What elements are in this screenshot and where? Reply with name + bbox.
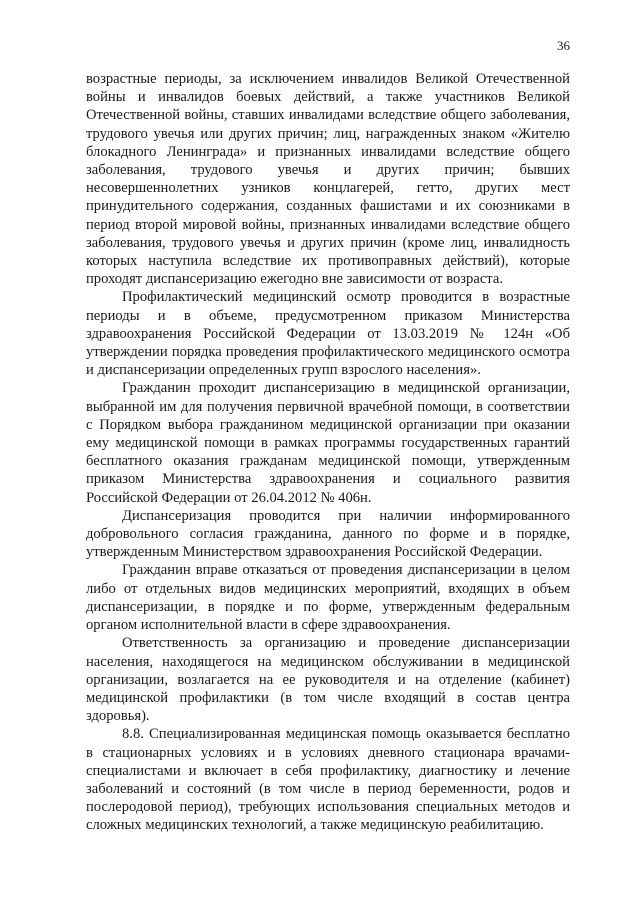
paragraph-organization-choice: Гражданин проходит диспансеризацию в медицинской организации, выбранной им для получения первичной врачебной помощи, в соответствии с Порядком выбора гражданином медицинской организации при оказании ему медицинской помощи в рамках программы государственных гарантий бесплатного оказания гражданам медицинской помощи, утвержденным приказом Министерства здравоохранения и социального развития Российской Федерации от 26.04.2012 № 406н. xyxy=(86,380,570,506)
paragraph-responsibility: Ответственность за организацию и проведение диспансеризации населения, находящегося на медицинском обслуживании в медицинской организации, возлагается на ее руководителя и на отделение (кабинет) медицинской профилактики (в том числе входящий в состав центра здоровья). xyxy=(86,635,570,725)
paragraph-section-8-8: 8.8. Специализированная медицинская помощь оказывается бесплатно в стационарных условиях и в условиях дневного стационара врачами-специалистами и включает в себя профилактику, диагностику и лечение заболеваний и состояний (в том числе в период беременности, родов и послеродовой период), требующих использования специальных методов и сложных медицинских технологий, а также медицинскую реабилитацию. xyxy=(86,726,570,834)
paragraph-preventive-exam: Профилактический медицинский осмотр проводится в возрастные периоды и в объеме, предусмотренном приказом Министерства здравоохранения Российской Федерации от 13.03.2019 № 124н «Об утверждении порядка проведения профилактического медицинского осмотра и диспансеризации определенных групп взрослого населения». xyxy=(86,289,570,379)
paragraph-right-to-refuse: Гражданин вправе отказаться от проведения диспансеризации в целом либо от отдельных видов медицинских мероприятий, входящих в объем диспансеризации, в порядке и по форме, утвержденным федеральным органом исполнительной власти в сфере здравоохранения. xyxy=(86,562,570,634)
page-number: 36 xyxy=(557,38,570,53)
document-body xyxy=(86,70,570,835)
paragraph-informed-consent: Диспансеризация проводится при наличии информированного добровольного согласия гражданина, данного по форме и в порядке, утвержденным Министерством здравоохранения Российской Федерации. xyxy=(86,507,570,561)
paragraph-continuation: возрастные периоды, за исключением инвалидов Великой Отечественной войны и инвалидов боевых действий, а также участников Великой Отечественной войны, ставших инвалидами вследствие общего заболевания, трудового увечья или других причин; лиц, награжденных знаком «Жителю блокадного Ленинграда» и признанных инвалидами вследствие общего заболевания, трудового увечья и других причин; бывших несовершеннолетних узников концлагерей, гетто, других мест принудительного содержания, созданных фашистами и их союзниками в период второй мировой войны, признанных инвалидами вследствие общего заболевания, трудового увечья и других причин (кроме лиц, инвалидность которых наступила вследствие их противоправных действий), которые проходят диспансеризацию ежегодно вне зависимости от возраста. xyxy=(86,71,570,288)
